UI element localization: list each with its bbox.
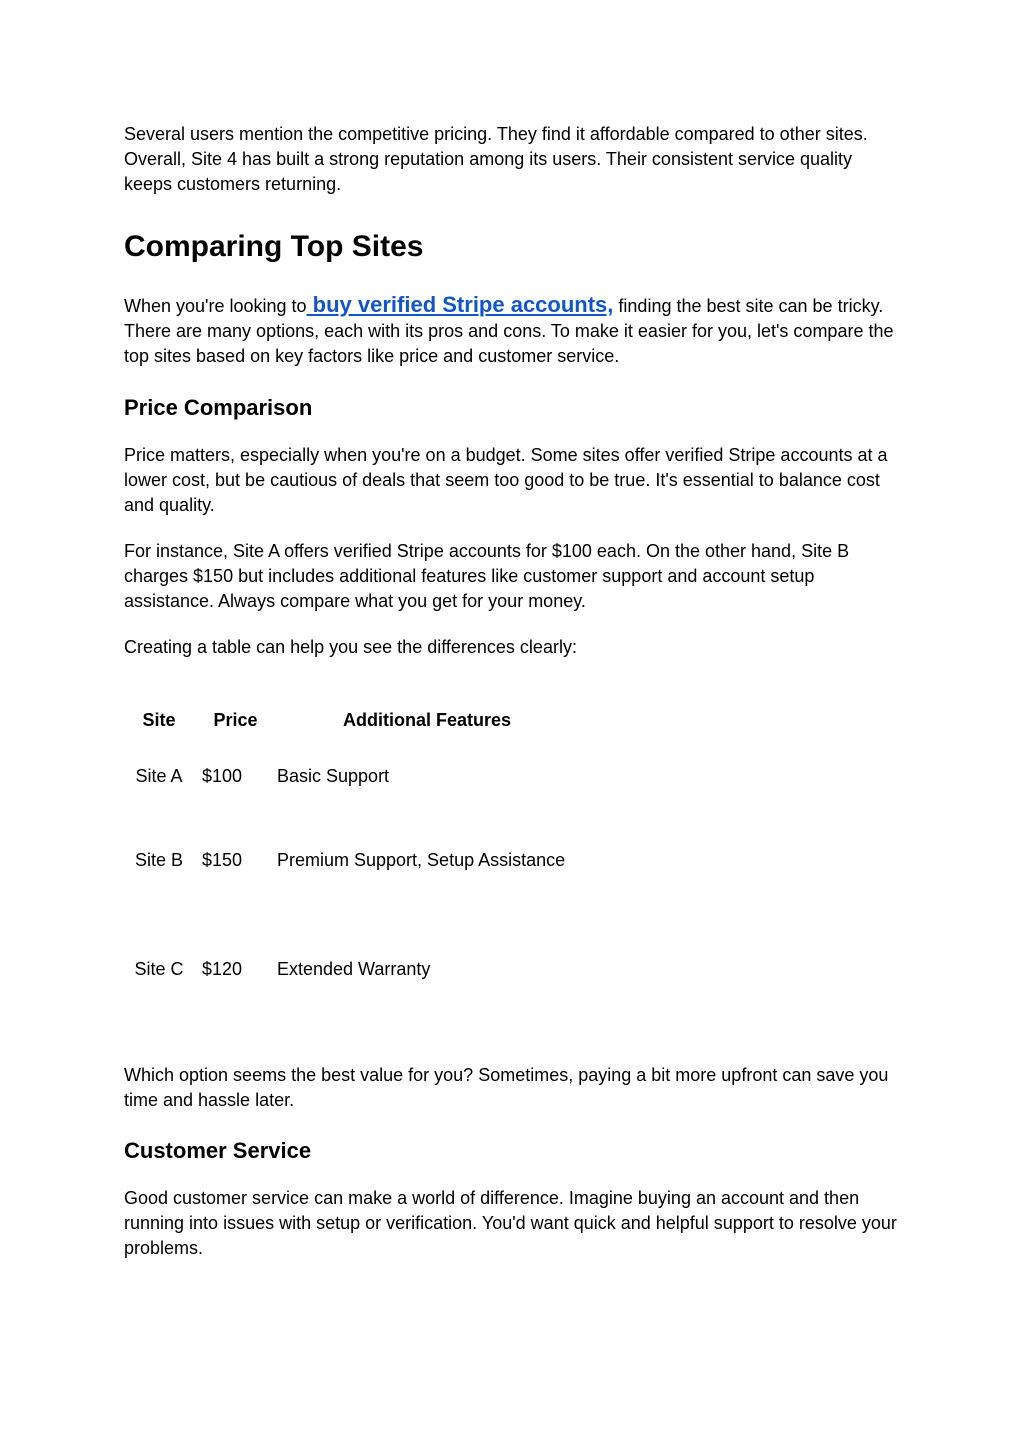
comparing-paragraph	[124, 292, 904, 369]
table-row	[124, 764, 577, 848]
cell-site: Site C	[134, 959, 184, 979]
cell-site: Site A	[135, 766, 183, 786]
table-header-row	[124, 680, 577, 764]
table-row	[124, 848, 577, 957]
customer-service-heading: Customer Service	[124, 1138, 312, 1163]
after-table-paragraph: Which option seems the best value for you? Sometimes, paying a bit more upfront can save you time and hassle later.	[124, 1065, 889, 1110]
price-paragraph-2: For instance, Site A offers verified Stripe accounts for $100 each. On the other hand, Site B charges $150 but includes additional features like customer support and account setup assistance. Always compare what you get for your money.	[124, 541, 850, 611]
cell-features: Extended Warranty	[277, 959, 431, 979]
comparing-heading: Comparing Top Sites	[124, 230, 424, 263]
price-comparison-heading: Price Comparison	[124, 395, 313, 420]
cell-features: Premium Support, Setup Assistance	[277, 850, 566, 870]
comparing-lead-after: finding the best site can be tricky. There are many options, each with its pros and cons. To make it easier for you, let's compare the top sites based on key factors like price and customer service.	[124, 296, 894, 366]
customer-service-paragraph: Good customer service can make a world of difference. Imagine buying an account and then running into issues with setup or verification. You'd want quick and helpful support to resolve your problems.	[124, 1188, 897, 1258]
cell-price: $150	[202, 850, 243, 870]
price-comparison-table	[124, 680, 577, 1041]
cell-site: Site B	[134, 850, 184, 870]
cell-price: $120	[202, 959, 243, 979]
header-site: Site	[142, 710, 176, 730]
buy-stripe-accounts-link[interactable]: buy verified Stripe accounts,	[306, 292, 614, 317]
header-price: Price	[213, 710, 258, 730]
comparing-lead-before: When you're looking to	[124, 296, 307, 316]
intro-paragraph: Several users mention the competitive pricing. They find it affordable compared to other sites. Overall, Site 4 has built a strong reputation among its users. Their consistent service quality keeps customers returning.	[124, 124, 868, 194]
price-paragraph-3: Creating a table can help you see the differences clearly:	[124, 637, 577, 657]
cell-price: $100	[202, 766, 243, 786]
cell-features: Basic Support	[277, 766, 390, 786]
price-paragraph-1: Price matters, especially when you're on a budget. Some sites offer verified Stripe accounts at a lower cost, but be cautious of deals that seem too good to be true. It's essential to balance cost and quality.	[124, 445, 888, 515]
header-additional-features: Additional Features	[342, 710, 512, 730]
table-row	[124, 957, 577, 1041]
